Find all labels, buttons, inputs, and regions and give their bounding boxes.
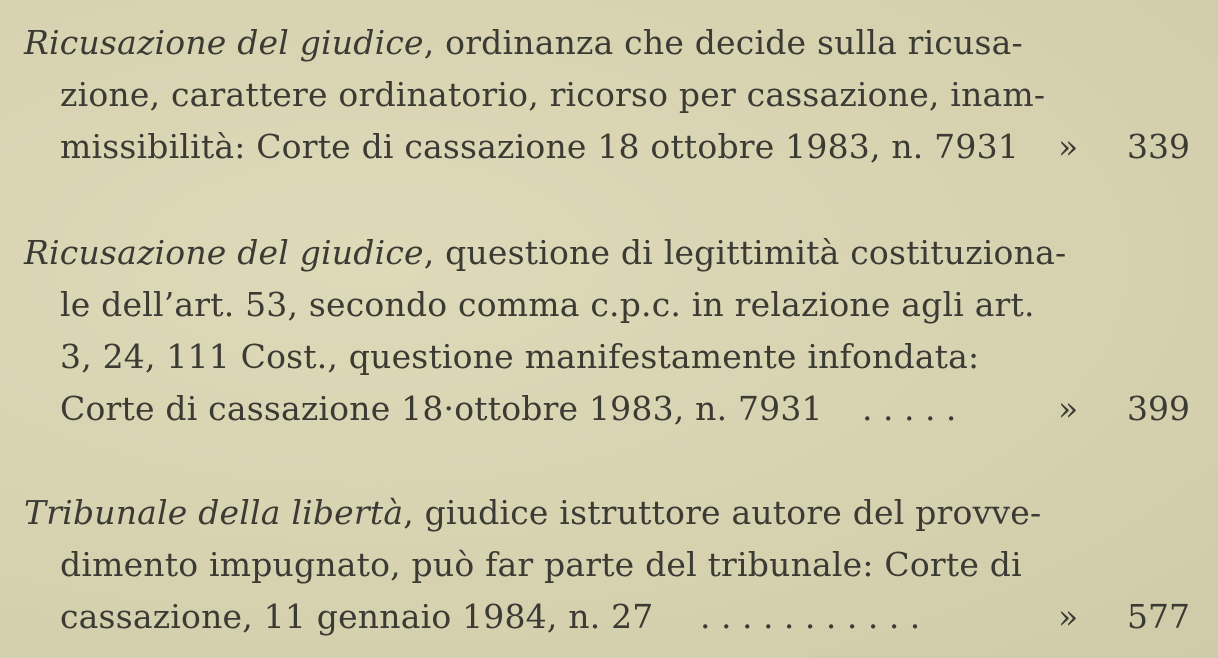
page-guide-mark: » (1058, 127, 1079, 166)
entry-line-2: dimento impugnato, può far parte del tribunale: Corte di (60, 545, 1022, 584)
entry-line-1 (24, 18, 1023, 68)
entry-text: , giudice istruttore autore del provve- (403, 493, 1042, 532)
dot-leader: . . . . . (862, 389, 957, 428)
entry-line-1 (24, 488, 1041, 538)
entry-line-3: 3, 24, 111 Cost., questione manifestamente infondata: (60, 337, 980, 376)
entry-text: , questione di legittimità costituziona- (423, 233, 1067, 272)
entry-text: , ordinanza che decide sulla ricusa- (423, 23, 1023, 62)
entry-line-2: le dell’art. 53, secondo comma c.p.c. in relazione agli art. (60, 285, 1035, 324)
dot-leader: . . . . . . . . . . . (700, 597, 921, 636)
entry-line-1 (24, 228, 1066, 278)
entry-line-4: Corte di cassazione 18·ottobre 1983, n. 7931 (60, 389, 823, 428)
page-number: 339 (1127, 127, 1190, 166)
entry-term: Ricusazione del giudice (24, 233, 424, 272)
entry-line-2: zione, carattere ordinatorio, ricorso per cassazione, inam- (60, 75, 1046, 114)
page-guide-mark: » (1058, 597, 1079, 636)
page-number: 577 (1127, 597, 1190, 636)
entry-term: Ricusazione del giudice (24, 23, 424, 62)
page-number: 399 (1127, 389, 1190, 428)
entry-term: Tribunale della libertà (24, 493, 404, 532)
entry-line-3: cassazione, 11 gennaio 1984, n. 27 (60, 597, 654, 636)
entry-line-3: missibilità: Corte di cassazione 18 ottobre 1983, n. 7931 (60, 127, 1019, 166)
page-guide-mark: » (1058, 389, 1079, 428)
